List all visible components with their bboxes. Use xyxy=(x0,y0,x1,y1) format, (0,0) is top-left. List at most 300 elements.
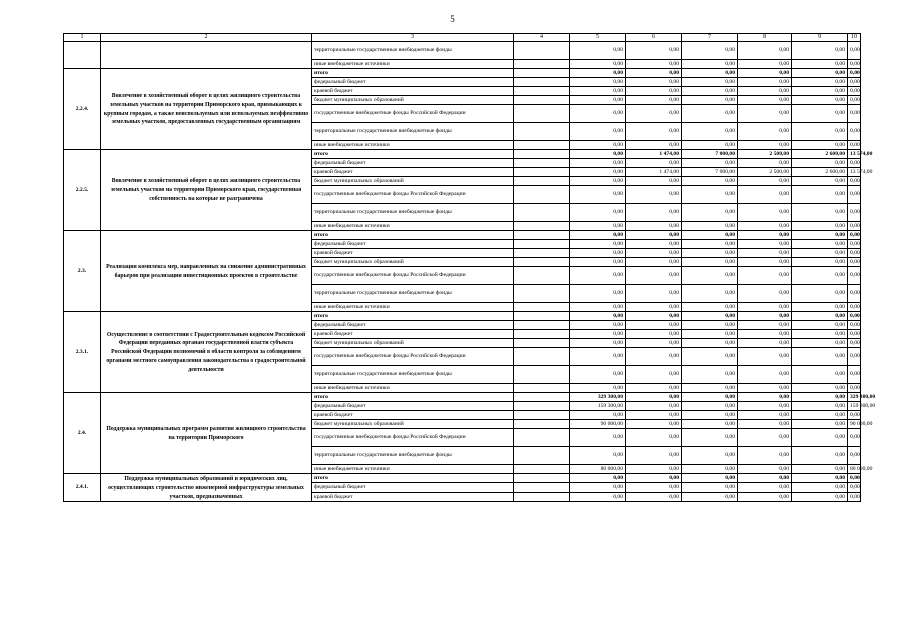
column-number-cell: 8 xyxy=(738,34,792,42)
amount-cell: 0,00 xyxy=(626,420,682,429)
amount-cell: 0,00 xyxy=(626,105,682,123)
amount-cell xyxy=(514,159,570,168)
page-number: 5 xyxy=(450,14,455,24)
amount-cell: 0,00 xyxy=(626,402,682,411)
funding-source: краевой бюджет xyxy=(312,330,514,339)
amount-cell: 0,00 xyxy=(738,411,792,420)
funding-source: территориальные государственные внебюджетные фонды xyxy=(312,285,514,303)
amount-cell: 0,00 xyxy=(626,303,682,312)
amount-cell: 0,00 xyxy=(792,69,848,78)
amount-cell: 0,00 xyxy=(626,285,682,303)
amount-cell: 0,00 xyxy=(792,384,848,393)
funding-source: федеральный бюджет xyxy=(312,159,514,168)
amount-cell: 0,00 xyxy=(626,96,682,105)
item-code: 2.4.1. xyxy=(64,474,101,502)
amount-cell: 0,00 xyxy=(682,492,738,501)
amount-cell: 0,00 xyxy=(738,285,792,303)
amount-cell: 0,00 xyxy=(848,231,861,240)
amount-cell: 159 300,00 xyxy=(848,402,861,411)
amount-cell: 0,00 xyxy=(792,429,848,447)
amount-cell: 90 000,00 xyxy=(848,420,861,429)
amount-cell: 0,00 xyxy=(570,240,626,249)
amount-cell xyxy=(514,267,570,285)
amount-cell: 0,00 xyxy=(570,285,626,303)
amount-cell: 0,00 xyxy=(570,429,626,447)
item-name: Вовлечение в хозяйственный оборот в целях жилищного строительства земельных участков на территории Приморского края, государственная собственность на которые не разграничена xyxy=(101,150,312,231)
amount-cell: 0,00 xyxy=(792,159,848,168)
funding-source: краевой бюджет xyxy=(312,168,514,177)
amount-cell: 0,00 xyxy=(570,231,626,240)
amount-cell: 0,00 xyxy=(738,96,792,105)
amount-cell xyxy=(514,447,570,465)
amount-cell xyxy=(514,231,570,240)
amount-cell: 0,00 xyxy=(792,231,848,240)
amount-cell: 0,00 xyxy=(792,186,848,204)
amount-cell: 0,00 xyxy=(626,339,682,348)
amount-cell: 0,00 xyxy=(682,420,738,429)
funding-source: федеральный бюджет xyxy=(312,78,514,87)
amount-cell: 0,00 xyxy=(738,393,792,402)
amount-cell: 0,00 xyxy=(626,222,682,231)
amount-cell: 0,00 xyxy=(792,204,848,222)
funding-source: федеральный бюджет xyxy=(312,240,514,249)
amount-cell: 0,00 xyxy=(848,177,861,186)
amount-cell: 7 000,00 xyxy=(682,168,738,177)
amount-cell: 0,00 xyxy=(738,330,792,339)
amount-cell: 0,00 xyxy=(792,312,848,321)
amount-cell: 80 000,00 xyxy=(570,465,626,474)
amount-cell: 0,00 xyxy=(738,177,792,186)
amount-cell: 0,00 xyxy=(570,222,626,231)
funding-source: иные внебюджетные источники xyxy=(312,303,514,312)
amount-cell: 0,00 xyxy=(738,249,792,258)
amount-cell xyxy=(514,258,570,267)
amount-cell: 1 474,00 xyxy=(626,150,682,159)
amount-cell: 0,00 xyxy=(626,384,682,393)
amount-cell: 0,00 xyxy=(682,258,738,267)
table-row xyxy=(64,150,861,159)
funding-source: федеральный бюджет xyxy=(312,321,514,330)
amount-cell: 0,00 xyxy=(682,402,738,411)
funding-source: иные внебюджетные источники xyxy=(312,60,514,69)
amount-cell: 0,00 xyxy=(848,87,861,96)
amount-cell: 0,00 xyxy=(848,69,861,78)
column-number-cell: 10 xyxy=(848,34,861,42)
amount-cell: 0,00 xyxy=(626,177,682,186)
amount-cell: 0,00 xyxy=(738,492,792,501)
amount-cell: 0,00 xyxy=(626,483,682,492)
amount-cell: 0,00 xyxy=(848,411,861,420)
amount-cell: 0,00 xyxy=(848,483,861,492)
funding-source: итого xyxy=(312,231,514,240)
amount-cell: 0,00 xyxy=(738,465,792,474)
table-row xyxy=(64,231,861,240)
funding-source: территориальные государственные внебюджетные фонды xyxy=(312,42,514,60)
amount-cell: 0,00 xyxy=(848,240,861,249)
amount-cell: 0,00 xyxy=(570,141,626,150)
amount-cell: 0,00 xyxy=(848,474,861,483)
amount-cell xyxy=(514,150,570,159)
amount-cell: 0,00 xyxy=(682,240,738,249)
amount-cell xyxy=(514,366,570,384)
amount-cell: 0,00 xyxy=(626,312,682,321)
amount-cell: 0,00 xyxy=(682,78,738,87)
amount-cell: 0,00 xyxy=(792,42,848,60)
amount-cell: 0,00 xyxy=(738,303,792,312)
funding-source: итого xyxy=(312,150,514,159)
amount-cell: 0,00 xyxy=(792,483,848,492)
amount-cell: 0,00 xyxy=(682,330,738,339)
amount-cell: 0,00 xyxy=(570,411,626,420)
amount-cell: 0,00 xyxy=(792,492,848,501)
amount-cell: 0,00 xyxy=(570,492,626,501)
funding-source: федеральный бюджет xyxy=(312,483,514,492)
amount-cell xyxy=(514,474,570,483)
funding-source: итого xyxy=(312,312,514,321)
amount-cell: 7 000,00 xyxy=(682,150,738,159)
amount-cell: 0,00 xyxy=(848,321,861,330)
amount-cell: 0,00 xyxy=(682,204,738,222)
amount-cell: 0,00 xyxy=(682,123,738,141)
amount-cell: 0,00 xyxy=(626,366,682,384)
funding-source: территориальные государственные внебюджетные фонды xyxy=(312,447,514,465)
amount-cell: 0,00 xyxy=(848,312,861,321)
table-row xyxy=(64,393,861,402)
amount-cell: 0,00 xyxy=(626,159,682,168)
amount-cell: 0,00 xyxy=(682,483,738,492)
amount-cell: 0,00 xyxy=(738,447,792,465)
amount-cell: 0,00 xyxy=(848,303,861,312)
amount-cell: 0,00 xyxy=(570,474,626,483)
amount-cell: 0,00 xyxy=(738,159,792,168)
amount-cell: 0,00 xyxy=(792,474,848,483)
amount-cell: 0,00 xyxy=(792,60,848,69)
amount-cell: 0,00 xyxy=(848,249,861,258)
amount-cell: 0,00 xyxy=(792,285,848,303)
amount-cell: 0,00 xyxy=(626,447,682,465)
amount-cell: 0,00 xyxy=(570,87,626,96)
amount-cell xyxy=(514,123,570,141)
amount-cell: 0,00 xyxy=(738,105,792,123)
amount-cell: 13 574,00 xyxy=(848,150,861,159)
amount-cell: 0,00 xyxy=(792,366,848,384)
amount-cell: 0,00 xyxy=(792,78,848,87)
amount-cell: 0,00 xyxy=(626,78,682,87)
amount-cell: 0,00 xyxy=(792,303,848,312)
amount-cell: 0,00 xyxy=(738,240,792,249)
amount-cell: 0,00 xyxy=(682,105,738,123)
amount-cell: 0,00 xyxy=(792,177,848,186)
amount-cell: 0,00 xyxy=(792,105,848,123)
amount-cell: 0,00 xyxy=(570,60,626,69)
amount-cell: 0,00 xyxy=(682,429,738,447)
amount-cell xyxy=(514,177,570,186)
funding-source: территориальные государственные внебюджетные фонды xyxy=(312,366,514,384)
amount-cell: 0,00 xyxy=(848,186,861,204)
amount-cell: 0,00 xyxy=(738,258,792,267)
amount-cell: 0,00 xyxy=(626,321,682,330)
amount-cell xyxy=(514,348,570,366)
amount-cell: 0,00 xyxy=(738,321,792,330)
funding-source: бюджет муниципальных образований xyxy=(312,177,514,186)
amount-cell: 0,00 xyxy=(848,123,861,141)
amount-cell: 0,00 xyxy=(682,465,738,474)
amount-cell xyxy=(514,186,570,204)
table-row xyxy=(64,312,861,321)
amount-cell: 0,00 xyxy=(848,204,861,222)
amount-cell: 0,00 xyxy=(626,231,682,240)
amount-cell: 0,00 xyxy=(848,348,861,366)
amount-cell: 0,00 xyxy=(738,348,792,366)
amount-cell: 0,00 xyxy=(626,330,682,339)
amount-cell xyxy=(514,222,570,231)
amount-cell: 0,00 xyxy=(682,87,738,96)
funding-source: краевой бюджет xyxy=(312,411,514,420)
amount-cell: 0,00 xyxy=(792,258,848,267)
amount-cell: 0,00 xyxy=(570,447,626,465)
amount-cell: 0,00 xyxy=(570,303,626,312)
funding-source: государственные внебюджетные фонды Российской Федерации xyxy=(312,105,514,123)
amount-cell: 0,00 xyxy=(792,222,848,231)
amount-cell xyxy=(514,141,570,150)
amount-cell: 0,00 xyxy=(792,393,848,402)
amount-cell: 0,00 xyxy=(738,222,792,231)
amount-cell: 0,00 xyxy=(570,168,626,177)
amount-cell xyxy=(514,402,570,411)
amount-cell: 0,00 xyxy=(570,258,626,267)
column-number-cell: 3 xyxy=(312,34,514,42)
amount-cell: 0,00 xyxy=(848,429,861,447)
amount-cell: 0,00 xyxy=(682,384,738,393)
amount-cell: 0,00 xyxy=(848,78,861,87)
column-number-cell: 4 xyxy=(514,34,570,42)
item-code: 2.4. xyxy=(64,393,101,474)
amount-cell xyxy=(514,78,570,87)
amount-cell: 0,00 xyxy=(792,411,848,420)
funding-source: государственные внебюджетные фонды Российской Федерации xyxy=(312,186,514,204)
amount-cell: 0,00 xyxy=(682,321,738,330)
amount-cell: 0,00 xyxy=(626,348,682,366)
amount-cell: 0,00 xyxy=(626,240,682,249)
amount-cell: 0,00 xyxy=(570,330,626,339)
amount-cell: 0,00 xyxy=(570,96,626,105)
amount-cell: 0,00 xyxy=(682,42,738,60)
amount-cell: 0,00 xyxy=(626,186,682,204)
amount-cell: 0,00 xyxy=(792,249,848,258)
amount-cell xyxy=(514,249,570,258)
amount-cell: 0,00 xyxy=(848,105,861,123)
amount-cell: 0,00 xyxy=(792,267,848,285)
amount-cell xyxy=(514,384,570,393)
amount-cell: 0,00 xyxy=(738,366,792,384)
amount-cell: 0,00 xyxy=(570,186,626,204)
amount-cell: 0,00 xyxy=(738,483,792,492)
budget-table xyxy=(63,33,876,502)
amount-cell: 0,00 xyxy=(738,42,792,60)
amount-cell: 13 574,00 xyxy=(848,168,861,177)
amount-cell: 0,00 xyxy=(738,267,792,285)
amount-cell: 0,00 xyxy=(738,429,792,447)
funding-source: государственные внебюджетные фонды Российской Федерации xyxy=(312,429,514,447)
table-row xyxy=(64,69,861,78)
amount-cell: 0,00 xyxy=(738,69,792,78)
amount-cell xyxy=(514,204,570,222)
amount-cell: 0,00 xyxy=(792,141,848,150)
amount-cell: 0,00 xyxy=(738,384,792,393)
amount-cell: 0,00 xyxy=(626,87,682,96)
amount-cell: 0,00 xyxy=(626,492,682,501)
amount-cell: 0,00 xyxy=(792,87,848,96)
column-number-cell: 9 xyxy=(792,34,848,42)
funding-source: бюджет муниципальных образований xyxy=(312,339,514,348)
funding-source: территориальные государственные внебюджетные фонды xyxy=(312,123,514,141)
amount-cell: 0,00 xyxy=(570,150,626,159)
amount-cell: 0,00 xyxy=(682,141,738,150)
amount-cell: 0,00 xyxy=(738,474,792,483)
amount-cell: 0,00 xyxy=(626,123,682,141)
amount-cell: 0,00 xyxy=(848,447,861,465)
amount-cell: 0,00 xyxy=(626,258,682,267)
amount-cell: 0,00 xyxy=(792,465,848,474)
amount-cell: 0,00 xyxy=(570,105,626,123)
amount-cell: 0,00 xyxy=(738,420,792,429)
amount-cell: 0,00 xyxy=(626,60,682,69)
amount-cell xyxy=(514,429,570,447)
amount-cell: 0,00 xyxy=(682,69,738,78)
amount-cell: 80 000,00 xyxy=(848,465,861,474)
amount-cell: 2 500,00 xyxy=(738,168,792,177)
amount-cell xyxy=(514,330,570,339)
amount-cell: 0,00 xyxy=(570,159,626,168)
amount-cell: 0,00 xyxy=(738,60,792,69)
funding-source: территориальные государственные внебюджетные фонды xyxy=(312,204,514,222)
amount-cell: 0,00 xyxy=(570,123,626,141)
amount-cell xyxy=(514,285,570,303)
amount-cell: 159 300,00 xyxy=(570,402,626,411)
amount-cell xyxy=(514,321,570,330)
amount-cell xyxy=(514,105,570,123)
amount-cell: 0,00 xyxy=(738,87,792,96)
column-number-cell: 2 xyxy=(101,34,312,42)
amount-cell: 0,00 xyxy=(848,60,861,69)
table-row xyxy=(64,42,861,60)
amount-cell xyxy=(514,393,570,402)
amount-cell: 0,00 xyxy=(570,339,626,348)
amount-cell xyxy=(514,240,570,249)
amount-cell: 0,00 xyxy=(570,384,626,393)
amount-cell: 0,00 xyxy=(570,69,626,78)
item-name xyxy=(101,42,312,69)
amount-cell: 0,00 xyxy=(626,411,682,420)
amount-cell: 0,00 xyxy=(682,411,738,420)
amount-cell: 0,00 xyxy=(848,96,861,105)
funding-source: государственные внебюджетные фонды Российской Федерации xyxy=(312,267,514,285)
amount-cell: 0,00 xyxy=(848,492,861,501)
amount-cell: 0,00 xyxy=(570,483,626,492)
amount-cell: 0,00 xyxy=(682,186,738,204)
amount-cell: 0,00 xyxy=(682,393,738,402)
amount-cell: 0,00 xyxy=(738,402,792,411)
amount-cell: 0,00 xyxy=(682,366,738,384)
item-name: Поддержка муниципальных программ развития жилищного строительства на территории Приморского xyxy=(101,393,312,474)
amount-cell: 0,00 xyxy=(682,267,738,285)
item-code xyxy=(64,42,101,69)
amount-cell: 2 600,00 xyxy=(792,168,848,177)
amount-cell: 0,00 xyxy=(682,285,738,303)
amount-cell: 0,00 xyxy=(848,42,861,60)
funding-source: иные внебюджетные источники xyxy=(312,141,514,150)
funding-source: иные внебюджетные источники xyxy=(312,465,514,474)
amount-cell: 0,00 xyxy=(792,123,848,141)
amount-cell: 0,00 xyxy=(682,231,738,240)
funding-source: бюджет муниципальных образований xyxy=(312,96,514,105)
amount-cell: 0,00 xyxy=(792,348,848,366)
amount-cell: 0,00 xyxy=(848,141,861,150)
amount-cell xyxy=(514,87,570,96)
amount-cell xyxy=(514,303,570,312)
amount-cell: 2 500,00 xyxy=(738,150,792,159)
amount-cell: 0,00 xyxy=(682,159,738,168)
amount-cell: 0,00 xyxy=(570,267,626,285)
amount-cell: 0,00 xyxy=(848,330,861,339)
amount-cell: 0,00 xyxy=(682,474,738,483)
amount-cell: 0,00 xyxy=(792,402,848,411)
table-row xyxy=(64,474,861,483)
amount-cell xyxy=(514,339,570,348)
funding-source: краевой бюджет xyxy=(312,249,514,258)
item-name: Поддержка муниципальных образований и юридических лиц, осуществляющих строительство инженерной инфраструктуры земельных участков, предназначенных xyxy=(101,474,312,502)
amount-cell: 0,00 xyxy=(738,231,792,240)
amount-cell: 1 474,00 xyxy=(626,168,682,177)
amount-cell: 0,00 xyxy=(626,429,682,447)
funding-source: федеральный бюджет xyxy=(312,402,514,411)
amount-cell: 0,00 xyxy=(792,447,848,465)
item-code: 2.2.4. xyxy=(64,69,101,150)
amount-cell xyxy=(514,96,570,105)
amount-cell: 0,00 xyxy=(682,60,738,69)
amount-cell: 0,00 xyxy=(682,303,738,312)
amount-cell xyxy=(514,312,570,321)
amount-cell: 0,00 xyxy=(682,447,738,465)
amount-cell: 0,00 xyxy=(792,330,848,339)
amount-cell: 0,00 xyxy=(848,285,861,303)
amount-cell xyxy=(514,411,570,420)
amount-cell: 0,00 xyxy=(738,312,792,321)
amount-cell: 329 300,00 xyxy=(570,393,626,402)
amount-cell: 0,00 xyxy=(848,159,861,168)
amount-cell: 0,00 xyxy=(848,339,861,348)
amount-cell: 0,00 xyxy=(570,204,626,222)
amount-cell: 0,00 xyxy=(682,312,738,321)
item-code: 2.3.1. xyxy=(64,312,101,393)
amount-cell: 0,00 xyxy=(570,78,626,87)
amount-cell: 0,00 xyxy=(626,69,682,78)
amount-cell: 0,00 xyxy=(626,42,682,60)
amount-cell xyxy=(514,42,570,60)
amount-cell: 0,00 xyxy=(682,348,738,366)
item-name: Реализация комплекса мер, направленных на снижение административных барьеров при реализации инвестиционных проектов в строительстве xyxy=(101,231,312,312)
amount-cell: 0,00 xyxy=(682,249,738,258)
amount-cell: 0,00 xyxy=(738,204,792,222)
amount-cell: 0,00 xyxy=(738,78,792,87)
amount-cell: 0,00 xyxy=(682,222,738,231)
amount-cell: 0,00 xyxy=(570,348,626,366)
amount-cell xyxy=(514,465,570,474)
amount-cell: 0,00 xyxy=(626,393,682,402)
amount-cell: 0,00 xyxy=(626,474,682,483)
funding-source: иные внебюджетные источники xyxy=(312,384,514,393)
amount-cell xyxy=(514,168,570,177)
